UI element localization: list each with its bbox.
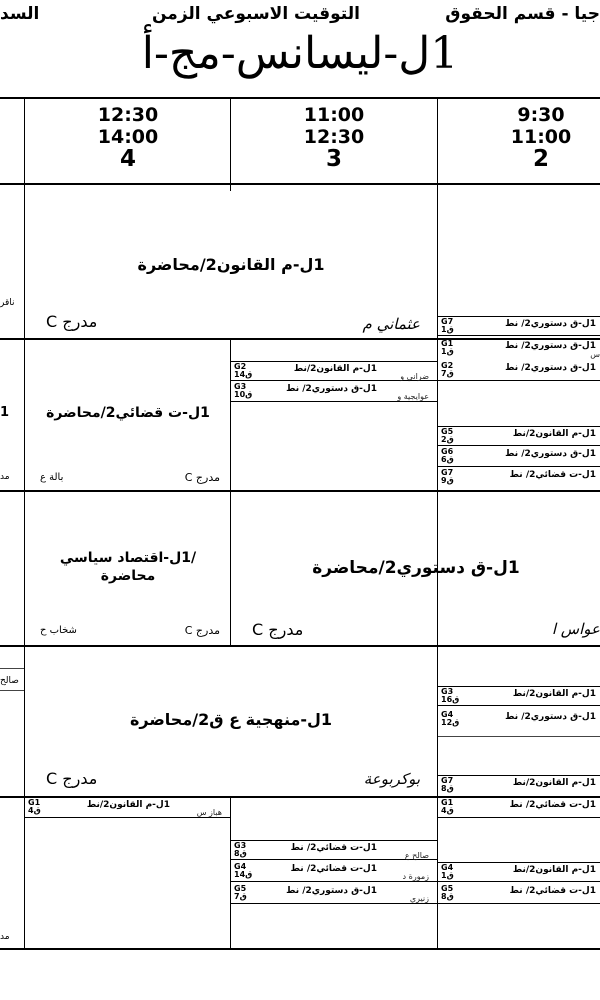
slot-start-time: 9:30 — [517, 104, 565, 126]
section-entry: G7 ق9 1ل-ت قضائي2/ نط — [441, 468, 596, 485]
column-divider-middle-c — [230, 490, 231, 645]
column-divider-left — [24, 97, 25, 950]
professor-name: بالة ع — [40, 472, 64, 483]
section-entry: G2 ق7 1ل-ق دستوري2/ نط — [438, 361, 600, 381]
slot-end-time: 11:00 — [510, 126, 572, 148]
lecture-title: 1ل-م القانون2/محاضرة — [137, 255, 325, 274]
cut-off-text: 1 — [0, 405, 10, 420]
cut-off-text: مد — [0, 932, 10, 942]
lecture-title: 1ل-منهجية ع ق2/محاضرة — [129, 710, 333, 729]
section-entry: G4 ق14 1ل-ت قضائي2/ نط زمورة د — [231, 862, 437, 882]
section-entry: G5 ق8 1ل-ت قضائي2/ نط — [438, 884, 600, 904]
lecture-title-line-2: محاضرة — [100, 568, 156, 584]
section-entry: G1 ق1 1ل-ق دستوري2/ نط س — [441, 339, 600, 359]
table-bottom-border — [0, 948, 600, 950]
section-entry: G7 ق8 1ل-م القانون2/نط — [438, 775, 600, 795]
table-top-border — [0, 97, 600, 99]
room-label: مدرج C — [46, 769, 98, 788]
room-label: مدرج C — [252, 620, 304, 639]
slot-start-time: 12:30 — [97, 104, 159, 126]
section-entry: G3 ق16 1ل-م القانون2/نط — [438, 686, 600, 706]
section-entry: G3 ق8 1ل-ت قضائي2/ نط صالح ع — [231, 840, 437, 860]
section-entry: G4 ق1 1ل-م القانون2/نط — [438, 862, 600, 882]
section-entry: G3 ق10 1ل-ق دستوري2/ نط عوايجية و — [231, 382, 437, 402]
room-label: مدرج C — [184, 471, 220, 484]
professor-name: بوكربوعة — [363, 770, 420, 788]
slot-number: 4 — [119, 146, 136, 172]
time-slot-3 — [232, 104, 436, 170]
cell-divider — [438, 736, 600, 737]
slot-end-time: 12:30 — [303, 126, 365, 148]
section-entry: G1 ق4 1ل-م القانون2/نط هباز س — [25, 798, 230, 818]
cut-off-text: صالح — [0, 676, 19, 686]
cut-off-text: ناقر — [0, 298, 15, 308]
cut-off-text: مد — [0, 472, 10, 482]
section-entry: G7 ق1 1ل-ق دستوري2/ نط — [438, 316, 600, 336]
header-row-border — [0, 183, 600, 185]
schedule-type-heading: التوقيت الاسبوعي الزمن — [152, 4, 360, 24]
section-entry: G6 ق6 1ل-ق دستوري2/ نط — [438, 447, 600, 467]
section-entry: G2 ق14 1ل-م القانون2/نط ضراني و — [231, 361, 437, 381]
edge-divider — [0, 690, 24, 691]
column-divider-middle-a — [230, 97, 231, 191]
lecture-title: 1ل-ق دستوري2/محاضرة — [312, 558, 520, 578]
slot-number: 3 — [325, 146, 342, 172]
page-title: 1ل-ليسانس-مج-أ — [141, 28, 459, 79]
lecture-title: 1ل-ت قضائي2/محاضرة — [46, 405, 210, 421]
slot-end-time: 14:00 — [97, 126, 159, 148]
professor-name: عواس ا — [551, 620, 600, 638]
slot-start-time: 11:00 — [303, 104, 365, 126]
professor-name: شخاب ح — [40, 625, 77, 636]
edge-divider — [0, 668, 24, 669]
lecture-title-line-1: /1ل-اقتصاد سياسي — [59, 550, 197, 566]
column-divider-right — [437, 97, 438, 950]
time-slot-4 — [26, 104, 230, 170]
section-entry: G5 ق7 1ل-ق دستوري2/ نط زنيري — [231, 884, 437, 904]
row3-border — [0, 645, 600, 647]
section-entry: G4 ق12 1ل-ق دستوري2/ نط — [441, 710, 596, 727]
slot-number: 2 — [532, 146, 549, 172]
header-left-fragment: السد — [0, 4, 40, 24]
time-slot-2 — [439, 104, 600, 170]
section-entry: G5 ق2 1ل-م القانون2/نط — [438, 426, 600, 446]
row2-border — [0, 490, 600, 492]
section-entry: G1 ق4 1ل-ت قضائي2/ نط — [438, 798, 600, 818]
room-label: مدرج C — [46, 312, 98, 331]
department-heading: جيا - قسم الحقوق — [445, 4, 600, 24]
professor-name: عثماني م — [362, 315, 420, 333]
room-label: مدرج C — [184, 624, 220, 637]
